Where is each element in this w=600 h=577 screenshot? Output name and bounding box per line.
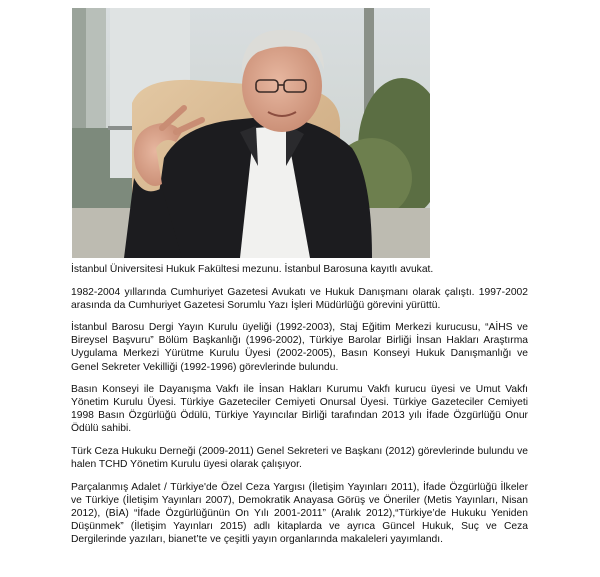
portrait-photo	[72, 8, 430, 258]
bio-paragraph-publications: Parçalanmış Adalet / Türkiye'de Özel Ceza Yargısı (İletişim Yayınları 2011), İfade Özgürlüğü İlkeler ve Türkiye (İletişim Yayınları 2007), Demokratik Anayasa Görüş ve Öneriler (Metis Yayınları, Nisan 2012), (BİA) “İfade Özgürlüğünün On Yılı 2001-2011” (Aralık 2012),“Türkiye’de Hukuku Yeniden Düşünmek” (İletişim Yayınları 2015) adlı kitaplarda ve ayrıca Güncel Hukuk, Suç ve Ceza Dergilerinde yazıları, bianet’te ve çeşitli yayın organlarında makaleleri yayımlandı.	[71, 481, 528, 546]
bio-paragraph-bar-roles: İstanbul Barosu Dergi Yayın Kurulu üyeliği (1992-2003), Staj Eğitim Merkezi kurucusu, “AİHS ve Bireysel Başvuru” Bölüm Başkanlığı (1996-2002), Türkiye Barolar Birliği İnsan Hakları Araştırma Uygulama Merkezi Yürütme Kurulu Üyesi (2002-2005), Basın Konseyi Hukuk Danışmanlığı ve Genel Sekreter Vekilliği (1992-1996) görevlerinde bulundu.	[71, 322, 528, 373]
bio-paragraph-tchd: Türk Ceza Hukuku Derneği (2009-2011) Genel Sekreteri ve Başkanı (2012) görevlerinde bulundu ve halen TCHD Yönetim Kurulu üyesi olarak çalışıyor.	[71, 446, 528, 471]
bio-paragraph-foundations: Basın Konseyi ile Dayanışma Vakfı ile İnsan Hakları Kurumu Vakfı kurucu üyesi ve Umut Vakfı Yönetim Kurulu Üyesi. Türkiye Gazeteciler Cemiyeti Onursal Üyesi. Türkiye Gazeteciler Cemiyeti 1998 Basın Özgürlüğü Ödülü, Türkiye Yayıncılar Birliği tarafından 2013 yılı İfade Özgürlüğü Onur Ödülü sahibi.	[71, 384, 528, 435]
bio-paragraph-cumhuriyet: 1982-2004 yıllarında Cumhuriyet Gazetesi Avukatı ve Hukuk Danışmanı olarak çalıştı. 1997-2002 arasında da Cumhuriyet Gazetesi Sorumlu Yazı İşleri Müdürlüğü görevini yürüttü.	[71, 286, 528, 311]
bio-paragraph-education: İstanbul Üniversitesi Hukuk Fakültesi mezunu. İstanbul Barosuna kayıtlı avukat.	[71, 264, 434, 275]
biography-text	[71, 263, 528, 556]
